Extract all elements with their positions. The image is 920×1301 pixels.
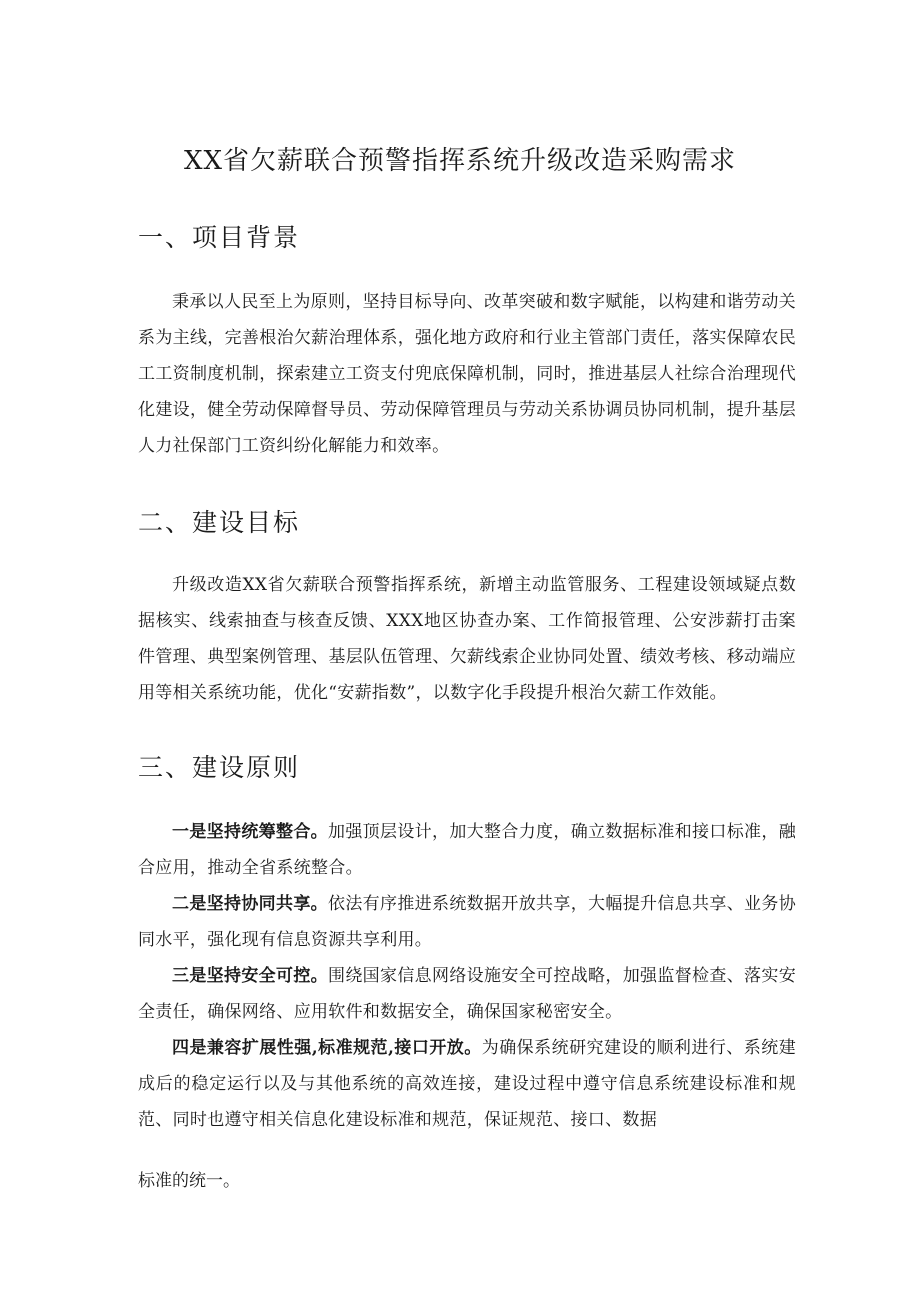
section-heading-principles: 三、建设原则 [138, 753, 301, 782]
principle-paragraph-3 [138, 958, 796, 1030]
principle-paragraph-1 [138, 814, 796, 886]
principle-paragraph-4-tail: 标准的统一。 [138, 1171, 240, 1191]
principle-text-2: 依法有序推进系统数据开放共享，大幅提升信息共享、业务协同水平，强化现有信息资源共享利用。 [138, 894, 796, 950]
section-heading-background: 一、项目背景 [138, 223, 301, 252]
principle-lead-3: 三是坚持安全可控。 [172, 966, 329, 986]
principle-text-1: 加强顶层设计，加大整合力度，确立数据标准和接口标准，融合应用，推动全省系统整合。 [138, 822, 796, 878]
section-paragraph-background: 秉承以人民至上为原则，坚持目标导向、改革突破和数字赋能，以构建和谐劳动关系为主线，完善根治欠薪治理体系，强化地方政府和行业主管部门责任，落实保障农民工工资制度机制，探索建立工资支付兜底保障机制，同时，推进基层人社综合治理现代化建设，健全劳动保障督导员、劳动保障管理员与劳动关系协调员协同机制，提升基层人力社保部门工资纠纷化解能力和效率。 [138, 292, 796, 456]
principle-paragraph-2 [138, 886, 796, 958]
principle-lead-2: 二是坚持协同共享。 [172, 894, 329, 914]
principle-text-4: 为确保系统研究建设的顺利进行、系统建成后的稳定运行以及与其他系统的高效连接，建设过程中遵守信息系统建设标准和规范、同时也遵守相关信息化建设标准和规范，保证规范、接口、数据 [138, 1038, 796, 1130]
principle-paragraph-4 [138, 1030, 796, 1138]
principle-lead-1: 一是坚持统筹整合。 [172, 822, 329, 842]
section-paragraph-goals: 升级改造XX省欠薪联合预警指挥系统，新增主动监管服务、工程建设领域疑点数据核实、线索抽查与核查反馈、XXX地区协查办案、工作简报管理、公安涉薪打击案件管理、典型案例管理、基层队伍管理、欠薪线索企业协同处置、绩效考核、移动端应用等相关系统功能，优化“安薪指数”，以数字化手段提升根治欠薪工作效能。 [138, 575, 796, 703]
section-heading-goals: 二、建设目标 [138, 508, 301, 537]
principle-lead-4: 四是兼容扩展性强,标准规范,接口开放。 [172, 1038, 482, 1058]
document-title: XX省欠薪联合预警指挥系统升级改造采购需求 [183, 146, 737, 176]
principle-text-3: 围绕国家信息网络设施安全可控战略，加强监督检查、落实安全责任，确保网络、应用软件和数据安全，确保国家秘密安全。 [138, 966, 796, 1022]
